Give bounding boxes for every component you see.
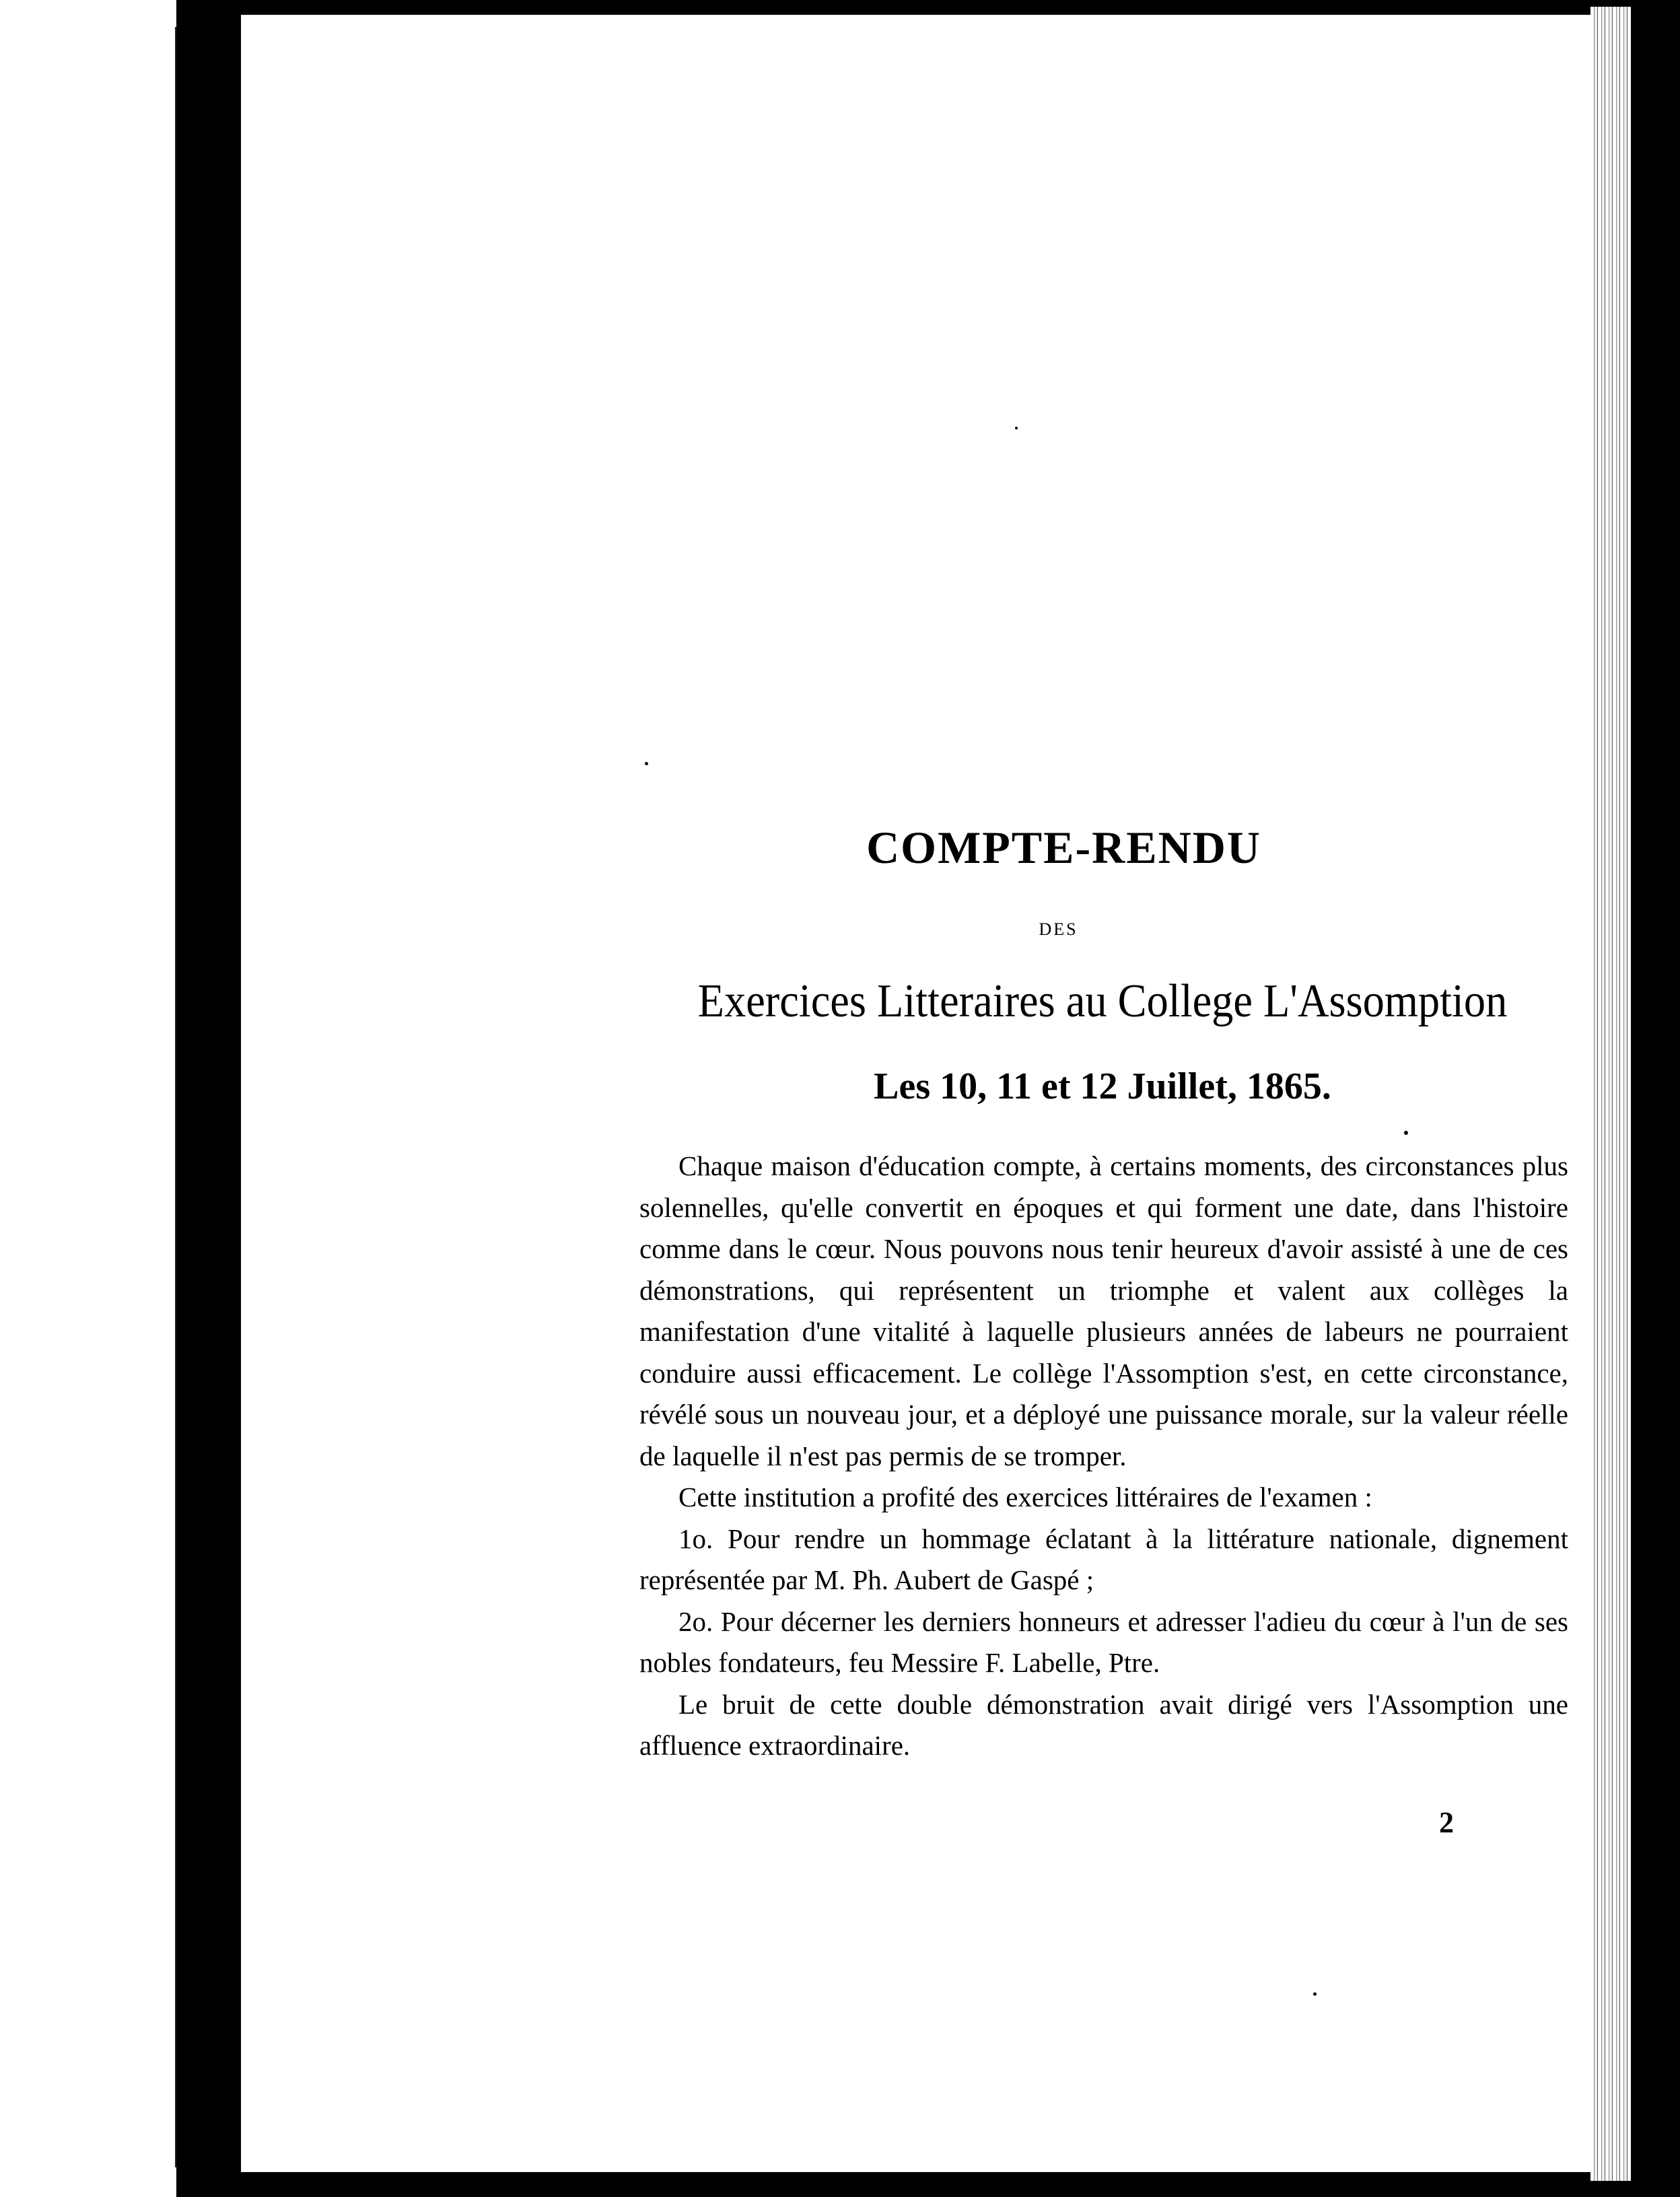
- body-text: [639, 1146, 1568, 1767]
- paragraph: 2o. Pour décerner les derniers honneurs et adresser l'adieu du cœur à l'un de ses nobles fondateurs, feu Messire F. Labelle, Ptre.: [639, 1605, 1568, 1678]
- page-stack-edge: [1590, 7, 1631, 2181]
- paragraph: Chaque maison d'éducation compte, à certains moments, des circonstances plus solennelles, qu'elle convertit en époques et qui forment une date, dans l'histoire comme dans le cœur. Nous pouvons nous tenir heureux d'avoir assisté à une de ces démonstrations, qui représentent un triomphe et valent aux collèges la manifestation d'une vitalité à laquelle plusieurs années de labeurs ne pourraient conduire aussi efficacement. Le collège l'Assomption s'est, en cette circonstance, révélé sous un nouveau jour, et a déployé une puissance morale, sur la valeur réelle de laquelle il n'est pas permis de se tromper.: [639, 1150, 1568, 1471]
- scan-speck: [645, 762, 648, 765]
- paragraph: 1o. Pour rendre un hommage éclatant à la littérature nationale, dignement représentée par M. Ph. Aubert de Gaspé ;: [639, 1523, 1568, 1595]
- date-line: Les 10, 11 et 12 Juillet, 1865.: [874, 1066, 1331, 1107]
- scan-speck: [1015, 427, 1018, 429]
- paragraph: Le bruit de cette double démonstration avait dirigé vers l'Assomption une affluence extraordinaire.: [639, 1688, 1568, 1761]
- document-subtitle: Exercices Litteraires au College L'Assomption: [697, 975, 1508, 1027]
- scan-speck: [1313, 1992, 1317, 1996]
- book-page: [241, 15, 1590, 2172]
- facing-page-edge: [0, 0, 176, 2197]
- page-number: 2: [1439, 1806, 1454, 1839]
- scan-speck: [1404, 1131, 1408, 1135]
- paragraph: Cette institution a profité des exercices littéraires de l'examen :: [678, 1481, 1372, 1512]
- document-title: COMPTE-RENDU: [866, 822, 1261, 873]
- title-connector: DES: [1039, 919, 1078, 939]
